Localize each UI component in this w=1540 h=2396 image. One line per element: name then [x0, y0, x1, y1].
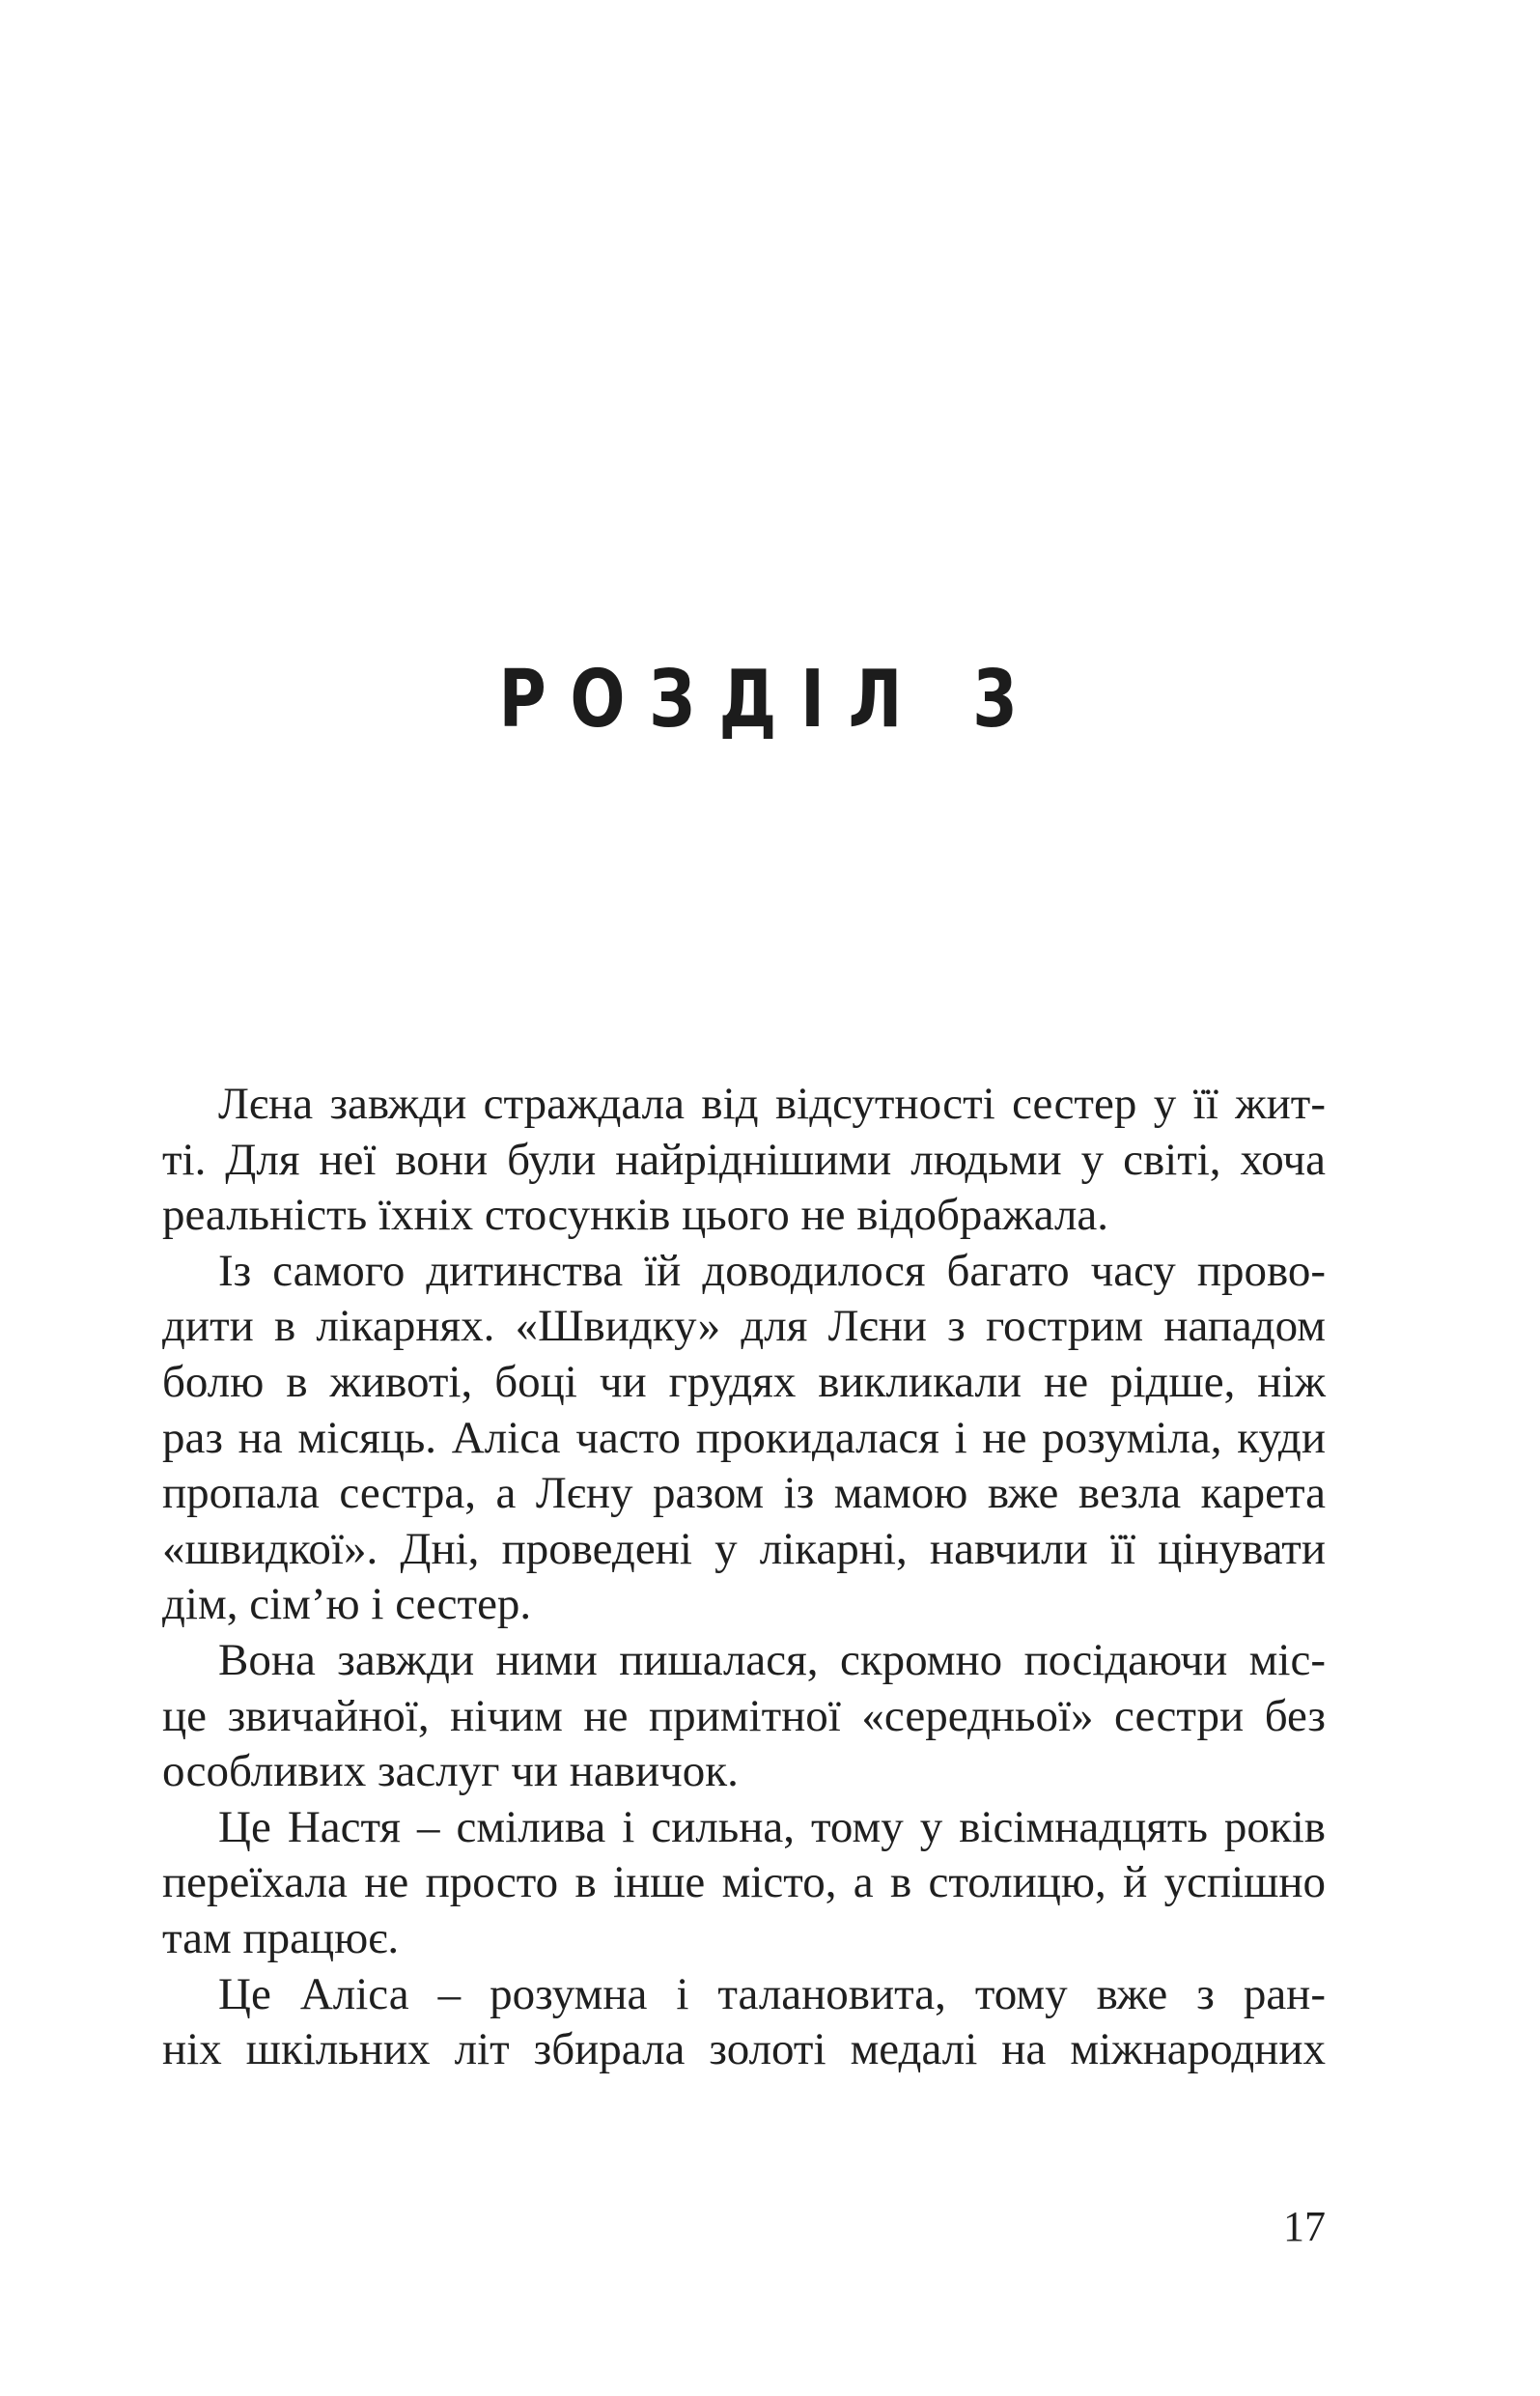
text-line: там працює.	[162, 1912, 400, 1963]
text-line: переїхала не просто в інше місто, а в столицю, й успішно	[162, 1857, 1326, 1908]
text-line: Вона завжди ними пишалася, скромно посідаючи міс-	[218, 1634, 1326, 1685]
text-line: Із самого дитинства їй доводилося багато часу прово-	[218, 1245, 1326, 1296]
text-line: раз на місяць. Аліса часто прокидалася і не розуміла, куди	[162, 1412, 1326, 1463]
text-line: дім, сім’ю і сестер.	[162, 1579, 532, 1630]
body-text	[162, 1077, 1326, 2078]
text-line: болю в животі, боці чи грудях викликали не рідше, ніж	[162, 1356, 1326, 1407]
text-line: реальність їхніх стосунків цього не відображала.	[162, 1190, 1109, 1241]
text-line: ніх шкільних літ збирала золоті медалі на міжнародних	[162, 2024, 1326, 2075]
text-line: це звичайної, нічим не примітної «середньої» сестри без	[162, 1690, 1326, 1741]
text-line: ті. Для неї вони були найріднішими людьми у світі, хоча	[162, 1134, 1326, 1185]
text-line: «швидкої». Дні, проведені у лікарні, навчили її цінувати	[162, 1523, 1326, 1574]
text-line: Лєна завжди страждала від відсутності сестер у її жит-	[218, 1079, 1326, 1129]
chapter-title: РОЗДІЛ 3	[498, 654, 1042, 746]
text-line: Це Аліса – розумна і талановита, тому вже з ран-	[218, 1968, 1326, 2019]
text-line: Це Настя – смілива і сильна, тому у вісімнадцять років	[218, 1801, 1326, 1852]
text-line: пропала сестра, а Лєну разом із мамою вже везла карета	[162, 1468, 1326, 1519]
page-number: 17	[1283, 2203, 1326, 2250]
text-line: особливих заслуг чи навичок.	[162, 1746, 739, 1797]
text-line: дити в лікарнях. «Швидку» для Лєни з гострим нападом	[162, 1301, 1326, 1352]
